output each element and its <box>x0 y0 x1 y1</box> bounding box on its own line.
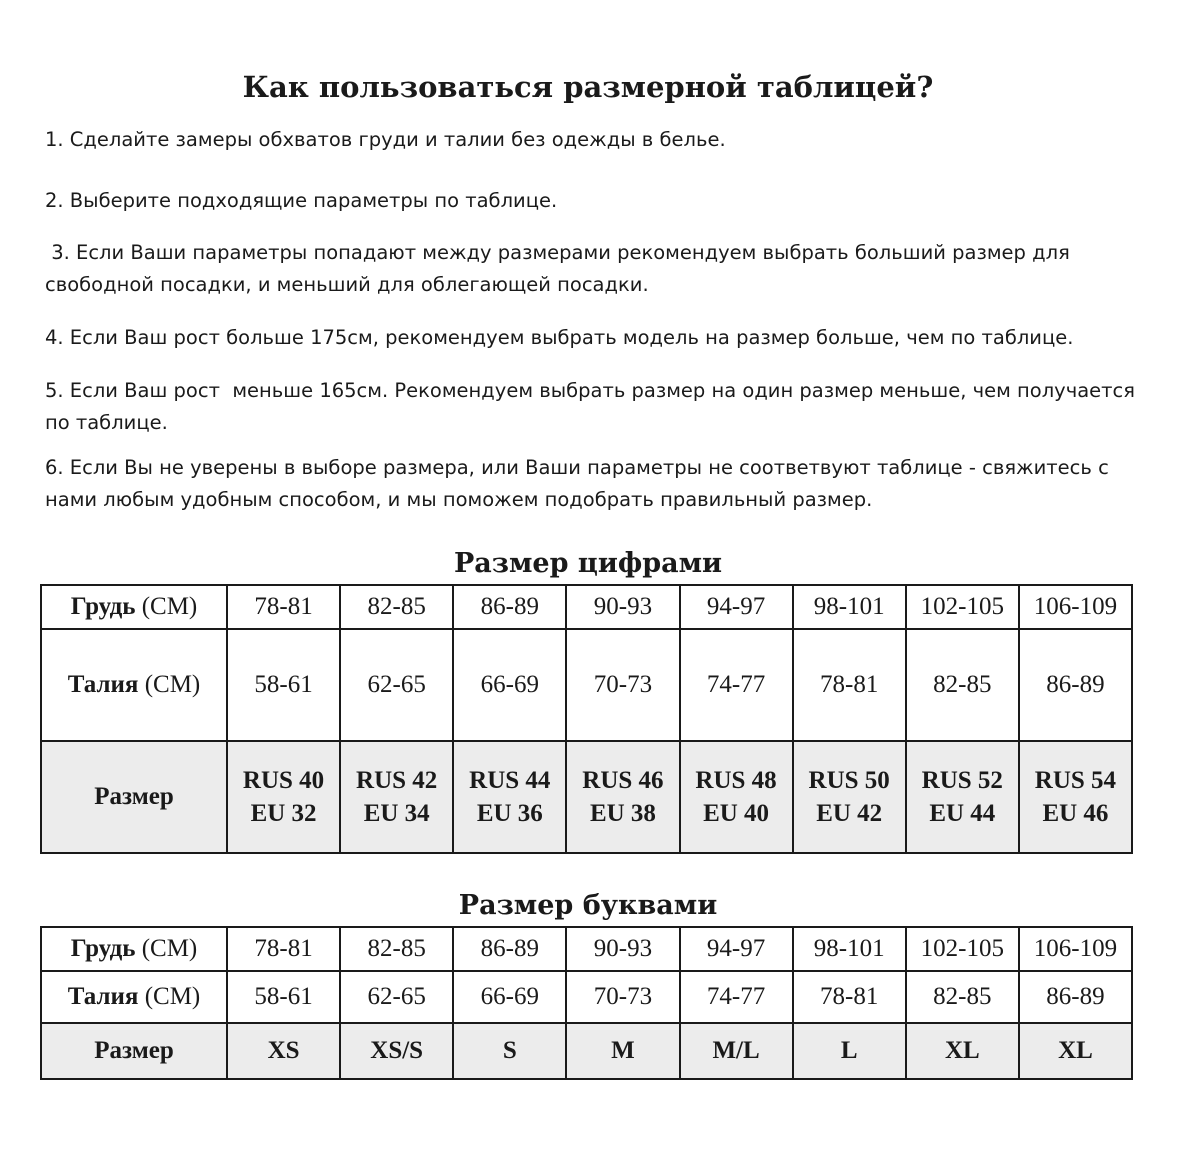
letter-size: XL <box>1019 1023 1132 1079</box>
waist-value: 86-89 <box>1019 971 1132 1023</box>
waist-value: 74-77 <box>680 629 793 741</box>
letter-size: M/L <box>680 1023 793 1079</box>
page-title: Как пользоваться размерной таблицей? <box>242 70 934 104</box>
chest-row <box>41 927 1132 971</box>
instruction-step-6: 6. Если Вы не уверены в выборе размера, или Ваши параметры не соответвуют таблице - свяжитесь с нами любым удобным способом, и мы поможем подобрать правильный размер. <box>45 456 1115 511</box>
waist-value: 62-65 <box>340 971 453 1023</box>
eu-size: EU 36 <box>476 800 543 827</box>
eu-size: EU 46 <box>1042 800 1109 827</box>
eu-size: EU 38 <box>589 800 656 827</box>
size-cell <box>566 741 679 853</box>
letter-size: M <box>566 1023 679 1079</box>
letter-size: XL <box>906 1023 1019 1079</box>
size-cell <box>340 741 453 853</box>
eu-size: EU 42 <box>816 800 883 827</box>
chest-value: 90-93 <box>566 585 679 629</box>
instruction-step-4: 4. Если Ваш рост больше 175см, рекомендуем выбрать модель на размер больше, чем по таблице. <box>45 326 1074 349</box>
instruction-step-2: 2. Выберите подходящие параметры по таблице. <box>45 189 558 212</box>
instruction-step-5: 5. Если Ваш рост меньше 165см. Рекомендуем выбрать размер на один размер меньше, чем получается по таблице. <box>45 379 1142 434</box>
rus-size: RUS 40 <box>242 767 325 794</box>
waist-value: 70-73 <box>566 629 679 741</box>
chest-label: Грудь <box>70 593 136 620</box>
waist-value: 74-77 <box>680 971 793 1023</box>
waist-value: 58-61 <box>227 629 340 741</box>
chest-value: 86-89 <box>453 927 566 971</box>
waist-unit: (СМ) <box>138 983 201 1010</box>
chest-value: 90-93 <box>566 927 679 971</box>
instruction-step-3: 3. Если Ваши параметры попадают между размерами рекомендуем выбрать больший размер для свободной посадки, и меньший для облегающей посадки. <box>45 241 1077 296</box>
waist-value: 78-81 <box>793 629 906 741</box>
chest-row <box>41 585 1132 629</box>
chest-value: 82-85 <box>340 927 453 971</box>
eu-size: EU 40 <box>703 800 770 827</box>
letter-size: S <box>453 1023 566 1079</box>
eu-size: EU 34 <box>363 800 430 827</box>
waist-value: 86-89 <box>1019 629 1132 741</box>
waist-value: 58-61 <box>227 971 340 1023</box>
size-cell <box>906 741 1019 853</box>
size-cell <box>793 741 906 853</box>
chest-value: 78-81 <box>227 585 340 629</box>
chest-unit: (СМ) <box>135 935 198 962</box>
size-cell <box>1019 741 1132 853</box>
chest-value: 98-101 <box>793 927 906 971</box>
waist-value: 70-73 <box>566 971 679 1023</box>
waist-row <box>41 629 1132 741</box>
eu-size: EU 44 <box>929 800 996 827</box>
instruction-step-1: 1. Сделайте замеры обхватов груди и талии без одежды в белье. <box>45 128 726 151</box>
waist-value: 82-85 <box>906 971 1019 1023</box>
chest-value: 102-105 <box>906 927 1019 971</box>
chest-value: 78-81 <box>227 927 340 971</box>
waist-value: 62-65 <box>340 629 453 741</box>
numeric-size-table <box>40 584 1133 854</box>
waist-value: 78-81 <box>793 971 906 1023</box>
size-label: Размер <box>41 1023 227 1079</box>
waist-value: 66-69 <box>453 629 566 741</box>
waist-value: 66-69 <box>453 971 566 1023</box>
waist-value: 82-85 <box>906 629 1019 741</box>
rus-size: RUS 42 <box>356 767 438 794</box>
letter-size-title: Размер буквами <box>458 890 718 921</box>
numeric-size-title: Размер цифрами <box>453 548 723 579</box>
size-cell <box>227 741 340 853</box>
size-row <box>41 1023 1132 1079</box>
chest-label-cell <box>41 927 227 971</box>
size-label: Размер <box>41 741 227 853</box>
rus-size: RUS 44 <box>469 767 551 794</box>
chest-value: 94-97 <box>680 585 793 629</box>
waist-label: Талия <box>67 671 139 698</box>
chest-label: Грудь <box>70 935 136 962</box>
waist-row <box>41 971 1132 1023</box>
waist-label-cell <box>41 629 227 741</box>
chest-label-cell <box>41 585 227 629</box>
chest-value: 98-101 <box>793 585 906 629</box>
chest-value: 106-109 <box>1019 585 1132 629</box>
eu-size: EU 32 <box>250 800 317 827</box>
rus-size: RUS 46 <box>582 767 664 794</box>
chest-value: 82-85 <box>340 585 453 629</box>
waist-label-cell <box>41 971 227 1023</box>
chest-value: 94-97 <box>680 927 793 971</box>
rus-size: RUS 54 <box>1034 767 1117 794</box>
waist-label: Талия <box>67 983 139 1010</box>
waist-unit: (СМ) <box>138 671 201 698</box>
chest-value: 106-109 <box>1019 927 1132 971</box>
rus-size: RUS 50 <box>808 767 890 794</box>
letter-size: XS <box>227 1023 340 1079</box>
chest-value: 102-105 <box>906 585 1019 629</box>
letter-size-table <box>40 926 1133 1080</box>
size-cell <box>680 741 793 853</box>
letter-size: L <box>793 1023 906 1079</box>
rus-size: RUS 52 <box>921 767 1003 794</box>
chest-unit: (СМ) <box>135 593 198 620</box>
size-row <box>41 741 1132 853</box>
size-cell <box>453 741 566 853</box>
letter-size: XS/S <box>340 1023 453 1079</box>
chest-value: 86-89 <box>453 585 566 629</box>
rus-size: RUS 48 <box>695 767 777 794</box>
